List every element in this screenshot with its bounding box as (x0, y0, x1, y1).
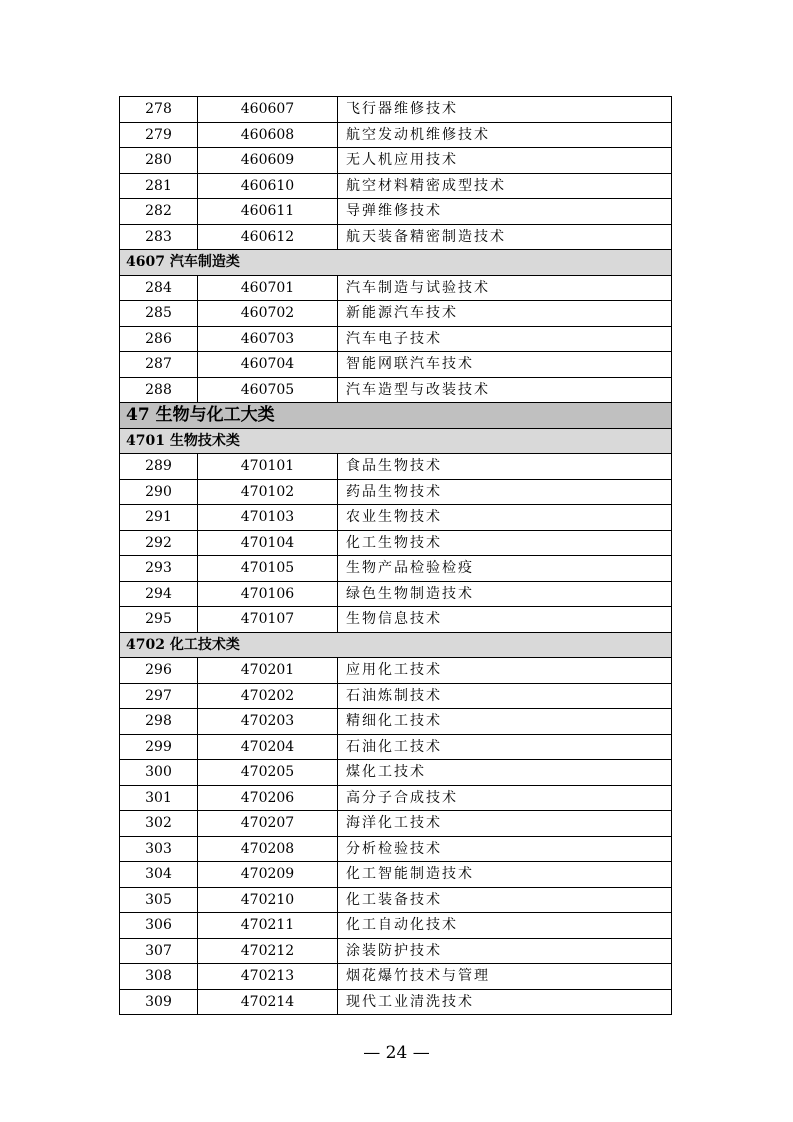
major-name-cell: 烟花爆竹技术与管理 (338, 964, 672, 990)
seq-cell: 280 (120, 148, 198, 174)
table-row (120, 556, 672, 582)
code-cell: 460611 (198, 199, 338, 225)
seq-cell: 282 (120, 199, 198, 225)
seq-cell: 286 (120, 326, 198, 352)
code-cell: 460607 (198, 97, 338, 123)
seq-cell: 283 (120, 224, 198, 250)
table-row (120, 530, 672, 556)
category-label: 4701 生物技术类 (120, 428, 672, 454)
major-name-cell: 煤化工技术 (338, 760, 672, 786)
code-cell: 470106 (198, 581, 338, 607)
table-row (120, 709, 672, 735)
table-row (120, 173, 672, 199)
major-name-cell: 应用化工技术 (338, 658, 672, 684)
table-row (120, 989, 672, 1015)
seq-cell: 293 (120, 556, 198, 582)
seq-cell: 291 (120, 505, 198, 531)
seq-cell: 284 (120, 275, 198, 301)
seq-cell: 289 (120, 454, 198, 480)
major-name-cell: 生物信息技术 (338, 607, 672, 633)
code-cell: 470208 (198, 836, 338, 862)
seq-cell: 294 (120, 581, 198, 607)
code-cell: 470105 (198, 556, 338, 582)
table-row (120, 199, 672, 225)
major-name-cell: 化工装备技术 (338, 887, 672, 913)
table-row (120, 607, 672, 633)
code-cell: 470211 (198, 913, 338, 939)
table-row (120, 658, 672, 684)
table-row (120, 581, 672, 607)
table-row (120, 301, 672, 327)
code-cell: 470102 (198, 479, 338, 505)
major-name-cell: 石油化工技术 (338, 734, 672, 760)
major-name-cell: 石油炼制技术 (338, 683, 672, 709)
major-name-cell: 航天装备精密制造技术 (338, 224, 672, 250)
code-cell: 460702 (198, 301, 338, 327)
major-name-cell: 化工自动化技术 (338, 913, 672, 939)
seq-cell: 298 (120, 709, 198, 735)
seq-cell: 300 (120, 760, 198, 786)
seq-cell: 302 (120, 811, 198, 837)
major-name-cell: 导弹维修技术 (338, 199, 672, 225)
code-cell: 460608 (198, 122, 338, 148)
table-row (120, 454, 672, 480)
table-row (120, 683, 672, 709)
code-cell: 460705 (198, 377, 338, 403)
major-category-label: 47 生物与化工大类 (120, 403, 672, 429)
table-row (120, 224, 672, 250)
category-label: 4702 化工技术类 (120, 632, 672, 658)
page-number: — 24 — (363, 1043, 430, 1063)
major-name-cell: 新能源汽车技术 (338, 301, 672, 327)
seq-cell: 288 (120, 377, 198, 403)
major-name-cell: 汽车电子技术 (338, 326, 672, 352)
major-name-cell: 涂装防护技术 (338, 938, 672, 964)
major-name-cell: 航空材料精密成型技术 (338, 173, 672, 199)
code-cell: 470206 (198, 785, 338, 811)
category-row (120, 250, 672, 276)
code-cell: 470205 (198, 760, 338, 786)
seq-cell: 303 (120, 836, 198, 862)
major-catalog-table (119, 96, 672, 1015)
major-name-cell: 化工智能制造技术 (338, 862, 672, 888)
code-cell: 470101 (198, 454, 338, 480)
seq-cell: 279 (120, 122, 198, 148)
code-cell: 470201 (198, 658, 338, 684)
table-row (120, 862, 672, 888)
code-cell: 460609 (198, 148, 338, 174)
table-row (120, 964, 672, 990)
category-row (120, 632, 672, 658)
code-cell: 460703 (198, 326, 338, 352)
table-row (120, 326, 672, 352)
code-cell: 470209 (198, 862, 338, 888)
table-row (120, 887, 672, 913)
table-row (120, 122, 672, 148)
seq-cell: 309 (120, 989, 198, 1015)
seq-cell: 307 (120, 938, 198, 964)
table-row (120, 352, 672, 378)
major-name-cell: 飞行器维修技术 (338, 97, 672, 123)
major-name-cell: 绿色生物制造技术 (338, 581, 672, 607)
table-row (120, 505, 672, 531)
major-name-cell: 精细化工技术 (338, 709, 672, 735)
code-cell: 470212 (198, 938, 338, 964)
code-cell: 470207 (198, 811, 338, 837)
category-row (120, 428, 672, 454)
major-name-cell: 食品生物技术 (338, 454, 672, 480)
code-cell: 470214 (198, 989, 338, 1015)
seq-cell: 292 (120, 530, 198, 556)
seq-cell: 299 (120, 734, 198, 760)
seq-cell: 278 (120, 97, 198, 123)
table-row (120, 275, 672, 301)
code-cell: 470103 (198, 505, 338, 531)
seq-cell: 301 (120, 785, 198, 811)
code-cell: 460701 (198, 275, 338, 301)
table-row (120, 913, 672, 939)
table-row (120, 785, 672, 811)
table-row (120, 148, 672, 174)
seq-cell: 304 (120, 862, 198, 888)
code-cell: 470202 (198, 683, 338, 709)
major-name-cell: 药品生物技术 (338, 479, 672, 505)
major-name-cell: 无人机应用技术 (338, 148, 672, 174)
seq-cell: 290 (120, 479, 198, 505)
major-name-cell: 汽车制造与试验技术 (338, 275, 672, 301)
code-cell: 470107 (198, 607, 338, 633)
major-name-cell: 海洋化工技术 (338, 811, 672, 837)
code-cell: 470203 (198, 709, 338, 735)
major-name-cell: 化工生物技术 (338, 530, 672, 556)
major-name-cell: 航空发动机维修技术 (338, 122, 672, 148)
seq-cell: 287 (120, 352, 198, 378)
table-row (120, 734, 672, 760)
major-name-cell: 汽车造型与改装技术 (338, 377, 672, 403)
seq-cell: 305 (120, 887, 198, 913)
table-row (120, 97, 672, 123)
code-cell: 470104 (198, 530, 338, 556)
major-name-cell: 高分子合成技术 (338, 785, 672, 811)
code-cell: 470204 (198, 734, 338, 760)
major-name-cell: 生物产品检验检疫 (338, 556, 672, 582)
table-row (120, 836, 672, 862)
major-name-cell: 农业生物技术 (338, 505, 672, 531)
code-cell: 460610 (198, 173, 338, 199)
seq-cell: 308 (120, 964, 198, 990)
seq-cell: 295 (120, 607, 198, 633)
table-row (120, 811, 672, 837)
table-body (120, 97, 672, 1015)
code-cell: 460612 (198, 224, 338, 250)
seq-cell: 297 (120, 683, 198, 709)
table-row (120, 760, 672, 786)
code-cell: 470213 (198, 964, 338, 990)
seq-cell: 285 (120, 301, 198, 327)
major-category-row (120, 403, 672, 429)
code-cell: 460704 (198, 352, 338, 378)
major-name-cell: 智能网联汽车技术 (338, 352, 672, 378)
major-name-cell: 分析检验技术 (338, 836, 672, 862)
table-row (120, 938, 672, 964)
table-row (120, 479, 672, 505)
major-name-cell: 现代工业清洗技术 (338, 989, 672, 1015)
seq-cell: 306 (120, 913, 198, 939)
seq-cell: 296 (120, 658, 198, 684)
seq-cell: 281 (120, 173, 198, 199)
category-label: 4607 汽车制造类 (120, 250, 672, 276)
code-cell: 470210 (198, 887, 338, 913)
table-row (120, 377, 672, 403)
